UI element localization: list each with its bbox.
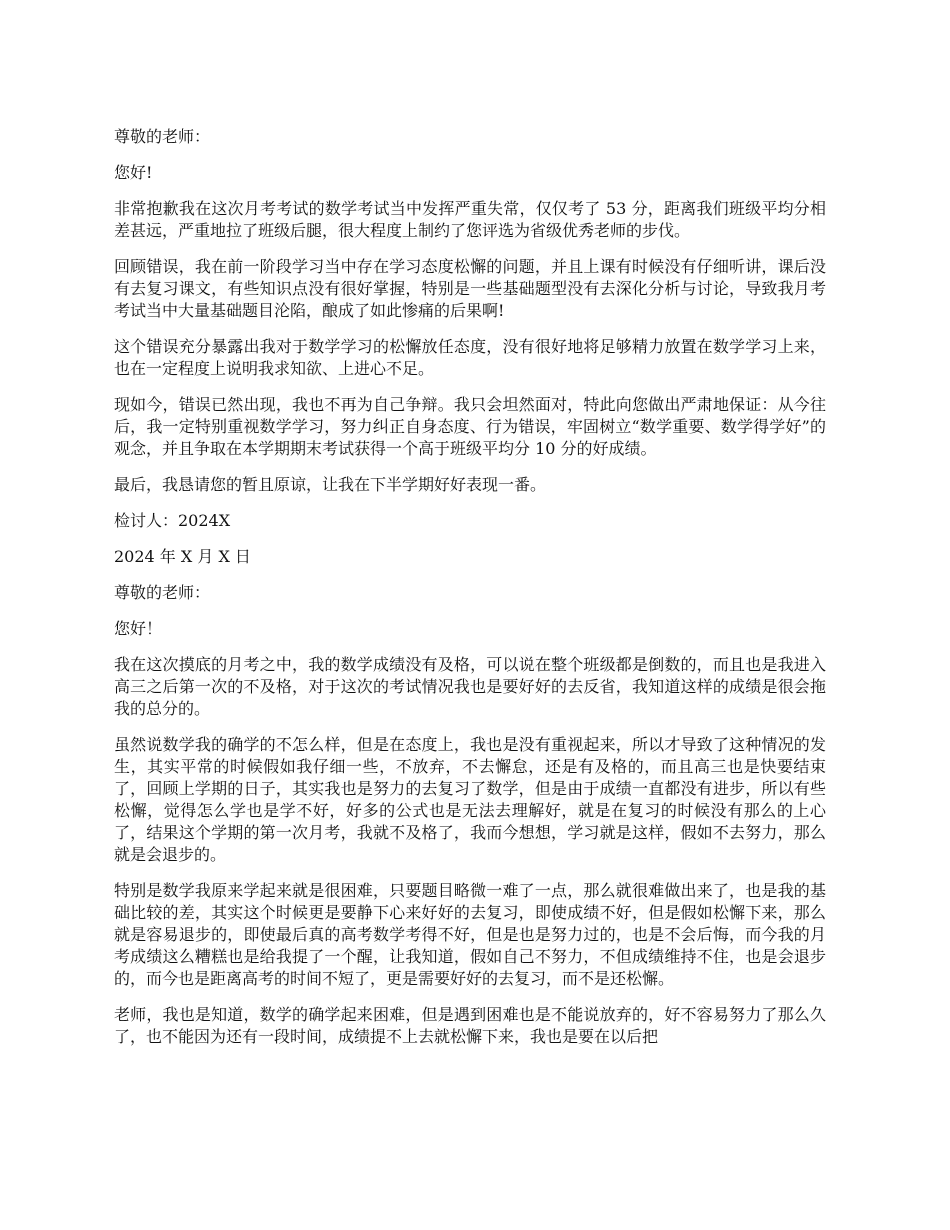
greeting: 您好! — [114, 163, 153, 182]
salutation: 尊敬的老师： — [114, 127, 211, 146]
date: 2024 年 X 月 X 日 — [114, 547, 251, 566]
greeting: 您好！ — [114, 619, 163, 638]
body-paragraph: 虽然说数学我的确学的不怎么样，但是在态度上，我也是没有重视起来，所以才导致了这种情况的发生，其实平常的时候假如我仔细一些，不放弃，不去懈怠，还是有及格的，而且高三也是快要结束了，回顾上学期的日子，其实我也是努力的去复习了数学，但是由于成绩一直都没有进步，所以有些松懈，觉得怎么学也是学不好，好多的公式也是无法去理解好，就是在复习的时候没有那么的上心了，结果这个学期的第一次月考，我就不及格了，我而今想想，学习就是这样，假如不去努力，那么就是会退步的。 — [114, 735, 826, 864]
body-paragraph: 非常抱歉我在这次月考考试的数学考试当中发挥严重失常，仅仅考了 53 分，距离我们班级平均分相差甚远，严重地拉了班级后腿，很大程度上制约了您评选为省级优秀老师的步伐。 — [114, 199, 826, 240]
body-paragraph: 这个错误充分暴露出我对于数学学习的松懈放任态度，没有很好地将足够精力放置在数学学习上来，也在一定程度上说明我求知欲、上进心不足。 — [114, 337, 826, 378]
signature: 检讨人：2024X — [114, 511, 231, 530]
body-paragraph: 老师，我也是知道，数学的确学起来困难，但是遇到困难也是不能说放弃的，好不容易努力了那么久了，也不能因为还有一段时间，成绩提不上去就松懈下来，我也是要在以后把 — [114, 1005, 826, 1046]
body-paragraph: 现如今，错误已然出现，我也不再为自己争辩。我只会坦然面对，特此向您做出严肃地保证：从今往后，我一定特别重视数学学习，努力纠正自身态度、行为错误，牢固树立“数学重要、数学得学好”的观念，并且争取在本学期期末考试获得一个高于班级平均分 10 分的好成绩。 — [114, 395, 826, 458]
body-paragraph: 特别是数学我原来学起来就是很困难，只要题目略微一难了一点，那么就很难做出来了，也是我的基础比较的差，其实这个时候更是要静下心来好好的去复习，即使成绩不好，但是假如松懈下来，那么就是容易退步的，即使最后真的高考数学考得不好，但是也是努力过的，也是不会后悔，而今我的月考成绩这么糟糕也是给我提了一个醒，让我知道，假如自己不努力，不但成绩维持不住，也是会退步的，而今也是距离高考的时间不短了，更是需要好好的去复习，而不是还松懈。 — [114, 881, 826, 988]
body-paragraph: 我在这次摸底的月考之中，我的数学成绩没有及格，可以说在整个班级都是倒数的，而且也是我进入高三之后第一次的不及格，对于这次的考试情况我也是要好好的去反省，我知道这样的成绩是很会拖我的总分的。 — [114, 655, 826, 718]
document-page — [114, 126, 826, 1048]
salutation: 尊敬的老师： — [114, 583, 211, 602]
closing-paragraph: 最后，我恳请您的暂且原谅，让我在下半学期好好表现一番。 — [114, 475, 547, 494]
body-paragraph: 回顾错误，我在前一阶段学习当中存在学习态度松懈的问题，并且上课有时候没有仔细听讲，课后没有去复习课文，有些知识点没有很好掌握，特别是一些基础题型没有去深化分析与讨论，导致我月考考试当中大量基础题目沦陷，酿成了如此惨痛的后果啊! — [114, 257, 826, 320]
